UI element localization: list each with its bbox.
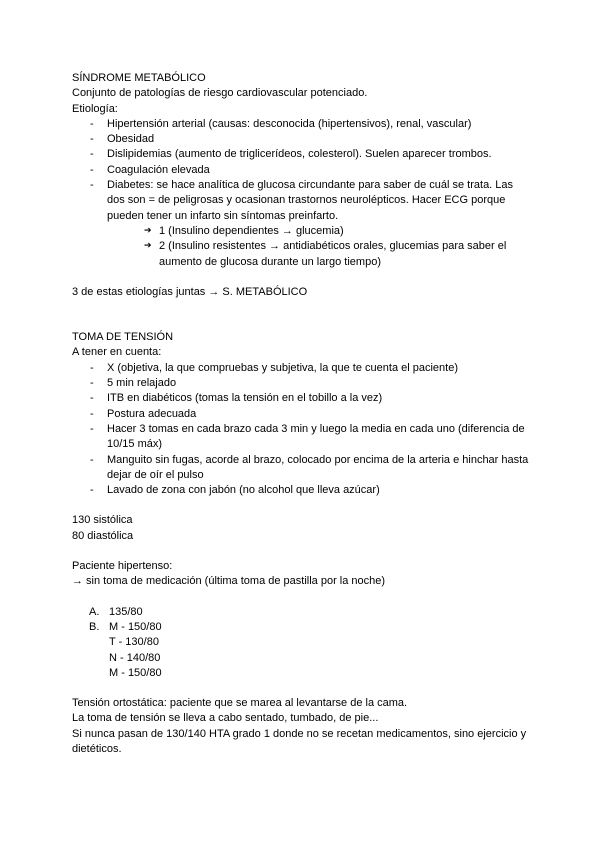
list-item: - ITB en diabéticos (tomas la tensión en el tobillo a la vez) [72,391,532,406]
reading-a-value: 135/80 [109,605,143,618]
list-item: - Lavado de zona con jabón (no alcohol que lleva azúcar) [72,483,532,498]
list-item: - Hipertensión arterial (causas: desconocida (hipertensivos), renal, vascular) [72,117,532,132]
sindrome-conclusion: 3 de estas etiologías juntas → S. METABÓLICO [72,285,308,298]
reading-b [72,620,532,681]
reading-a [72,605,532,620]
document-page [72,71,532,757]
hypertensive-note: → sin toma de medicación (última toma de pastilla por la noche) [72,575,386,588]
sindrome-intro: Conjunto de patologías de riesgo cardiovascular potenciado. [72,87,368,100]
diabetes-text: Diabetes: se hace analítica de glucosa circundante para saber de cuál se trata. Las dos son = de peligrosas y ocasionan trastornos neurolépticos. Hacer ECG porque pueden tener un infarto sin síntomas preinfarto. [107,179,514,222]
reading-b-value: N - 140/80 [109,651,161,664]
list-item: - Hacer 3 tomas en cada brazo cada 3 min y luego la media en cada uno (diferencia de 10/15 máx) [72,422,532,453]
list-item-diabetes [72,178,532,270]
section-title-sindrome: SÍNDROME METABÓLICO [72,72,206,84]
diastolic-value: 80 diastólica [72,529,134,542]
readings-list [72,605,532,681]
reading-b-value: M - 150/80 [109,620,162,633]
hypertensive-label: Paciente hipertenso: [72,560,173,573]
reading-b-marker: B. [89,620,100,633]
orthostatic-note: Tensión ortostática: paciente que se marea al levantarse de la cama. [72,697,408,710]
diabetes-types-list [107,224,532,270]
list-item: - Coagulación elevada [72,163,532,178]
reading-b-value: M - 150/80 [109,666,162,679]
grade-note: Si nunca pasan de 130/140 HTA grado 1 donde no se recetan medicamentos, sino ejercicio y dietéticos. [72,727,527,755]
list-item: - Obesidad [72,132,532,147]
systolic-value: 130 sistólica [72,514,133,527]
etiologia-list [72,117,532,270]
list-item: - 5 min relajado [72,376,532,391]
tener-en-cuenta-label: A tener en cuenta: [72,346,162,359]
list-item: - X (objetiva, la que compruebas y subjetiva, la que te cuenta el paciente) [72,361,532,376]
position-note: La toma de tensión se lleva a cabo sentado, tumbado, de pie... [72,712,379,725]
etiologia-label: Etiología: [72,102,118,115]
diabetes-type-2: ➔ 2 (Insulino resistentes → antidiabéticos orales, glucemias para saber el aumento de glucosa durante un largo tiempo) [144,239,532,270]
tener-en-cuenta-list [72,361,532,499]
list-item: - Postura adecuada [72,407,532,422]
list-item: - Manguito sin fugas, acorde al brazo, colocado por encima de la arteria e hinchar hasta dejar de oír el pulso [72,453,532,484]
reading-a-marker: A. [89,605,100,618]
reading-b-value: T - 130/80 [109,636,159,649]
section-title-toma-tension: TOMA DE TENSIÓN [72,331,174,344]
list-item: - Dislipidemias (aumento de triglicerídeos, colesterol). Suelen aparecer trombos. [72,147,532,162]
diabetes-type-1: ➔ 1 (Insulino dependientes → glucemia) [144,224,532,239]
